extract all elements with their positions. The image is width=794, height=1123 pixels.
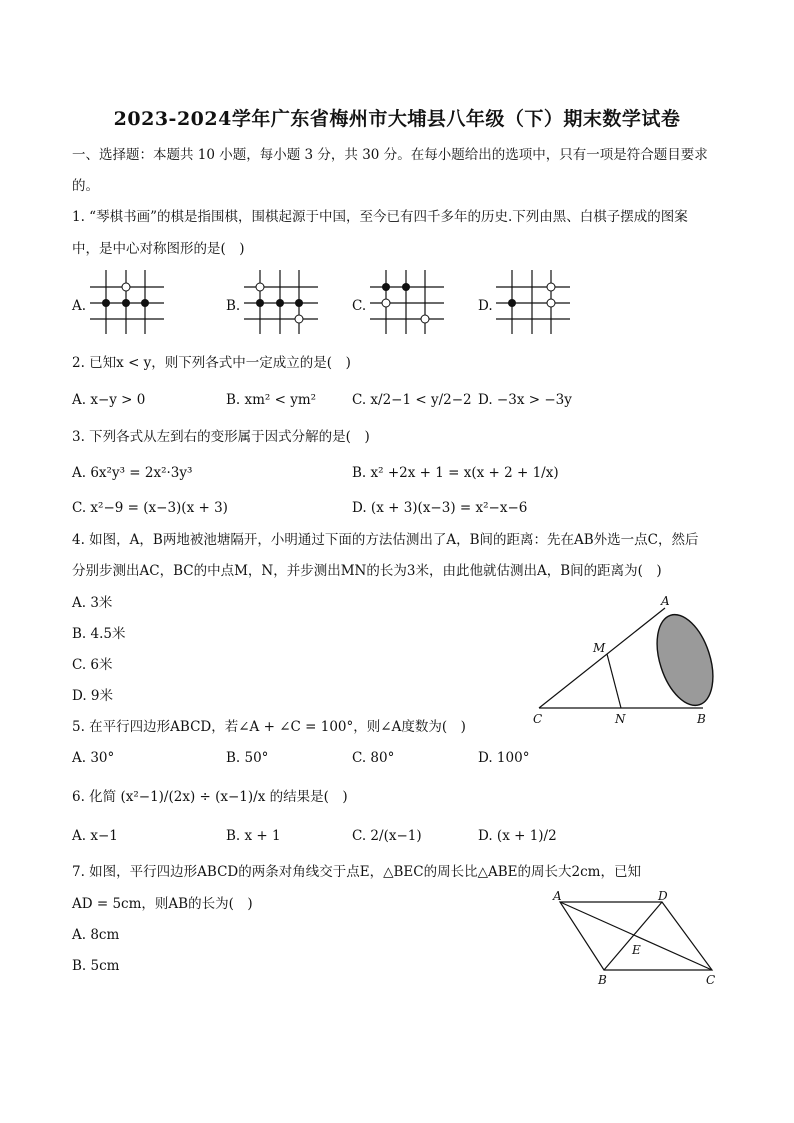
q5-option-d: D. 100° [478,750,530,766]
q3-option-b: B. x² +2x + 1 = x(x + 2 + 1/x) [352,465,559,481]
q3-stem: 3. 下列各式从左到右的变形属于因式分解的是( ) [72,429,370,445]
q3-option-c: C. x²−9 = (x−3)(x + 3) [72,500,228,516]
q2-option-b: B. xm² < ym² [226,392,317,408]
q1-option-a-label: A. [72,298,87,314]
q7-option-b: B. 5cm [72,958,120,974]
q3-option-d: D. (x + 3)(x−3) = x²−x−6 [352,500,528,516]
q4-stem-line1: 4. 如图，A，B两地被池塘隔开，小明通过下面的方法估测出了A，B间的距离：先在AB外选一点C，然后 [72,532,699,548]
q2-option-c: C. x/2−1 < y/2−2 [352,392,472,408]
label-a: A [661,594,670,608]
q5-stem: 5. 在平行四边形ABCD，若∠A + ∠C = 100°，则∠A度数为( ) [72,719,466,735]
label-d: D [658,889,668,903]
q6-option-c: C. 2/(x−1) [352,828,422,844]
q7-stem-line1: 7. 如图，平行四边形ABCD的两条对角线交于点E，△BEC的周长比△ABE的周长大2cm，已知 [72,864,641,880]
q6-option-a: A. x−1 [72,828,118,844]
q1-go-diagram-a [90,270,164,334]
q6-stem: 6. 化简 (x²−1)/(2x) ÷ (x−1)/x 的结果是( ) [72,789,348,805]
q5-option-a: A. 30° [72,750,115,766]
segment-mn [607,654,621,708]
section-instructions-line2: 的。 [72,178,99,194]
q4-option-a: A. 3米 [72,595,113,611]
pond-ellipse [647,608,724,713]
label-b: B [697,712,706,726]
q7-option-a: A. 8cm [72,927,120,943]
q4-option-b: B. 4.5米 [72,626,126,642]
q1-stem-line2: 中，是中心对称图形的是( ) [72,241,245,257]
label-e: E [632,943,641,957]
label-n: N [615,712,626,726]
label-c: C [533,712,543,726]
q4-pond-figure [525,590,725,730]
q2-option-a: A. x−y > 0 [72,392,146,408]
q2-option-d: D. −3x > −3y [478,392,572,408]
label-m: M [593,641,606,655]
q1-stem-line1: 1. “琴棋书画”的棋是指围棋，围棋起源于中国，至今已有四千多年的历史.下列由黑、白棋子摆成的图案 [72,209,688,225]
q1-go-diagram-d [496,270,570,334]
q5-option-c: C. 80° [352,750,395,766]
q5-option-b: B. 50° [226,750,269,766]
q1-go-diagram-b [244,270,318,334]
segment-ca [539,608,665,708]
q1-option-b-label: B. [226,298,241,314]
q4-option-c: C. 6米 [72,657,113,673]
label-b: B [598,973,607,987]
section-instructions-line1: 一、选择题：本题共 10 小题，每小题 3 分，共 30 分。在每小题给出的选项中，只有一项是符合题目要求 [72,147,708,163]
q2-stem: 2. 已知x < y，则下列各式中一定成立的是( ) [72,355,351,371]
label-c: C [706,973,716,987]
q7-parallelogram-figure [548,886,728,990]
diagonal-bd [604,902,662,970]
diagonal-ac [560,902,712,970]
q6-option-b: B. x + 1 [226,828,281,844]
q1-option-c-label: C. [352,298,367,314]
q4-stem-line2: 分别步测出AC，BC的中点M，N，并步测出MN的长为3米，由此他就估测出A，B间的距离为( ) [72,563,662,579]
q7-stem-line2: AD = 5cm，则AB的长为( ) [72,896,253,912]
q6-option-d: D. (x + 1)/2 [478,828,557,844]
q4-option-d: D. 9米 [72,688,114,704]
q1-go-diagram-c [370,270,444,334]
q1-option-d-label: D. [478,298,493,314]
page-title: 2023-2024学年广东省梅州市大埔县八年级（下）期末数学试卷 [113,108,681,130]
q3-option-a: A. 6x²y³ = 2x²·3y³ [72,465,193,481]
label-a: A [553,889,562,903]
